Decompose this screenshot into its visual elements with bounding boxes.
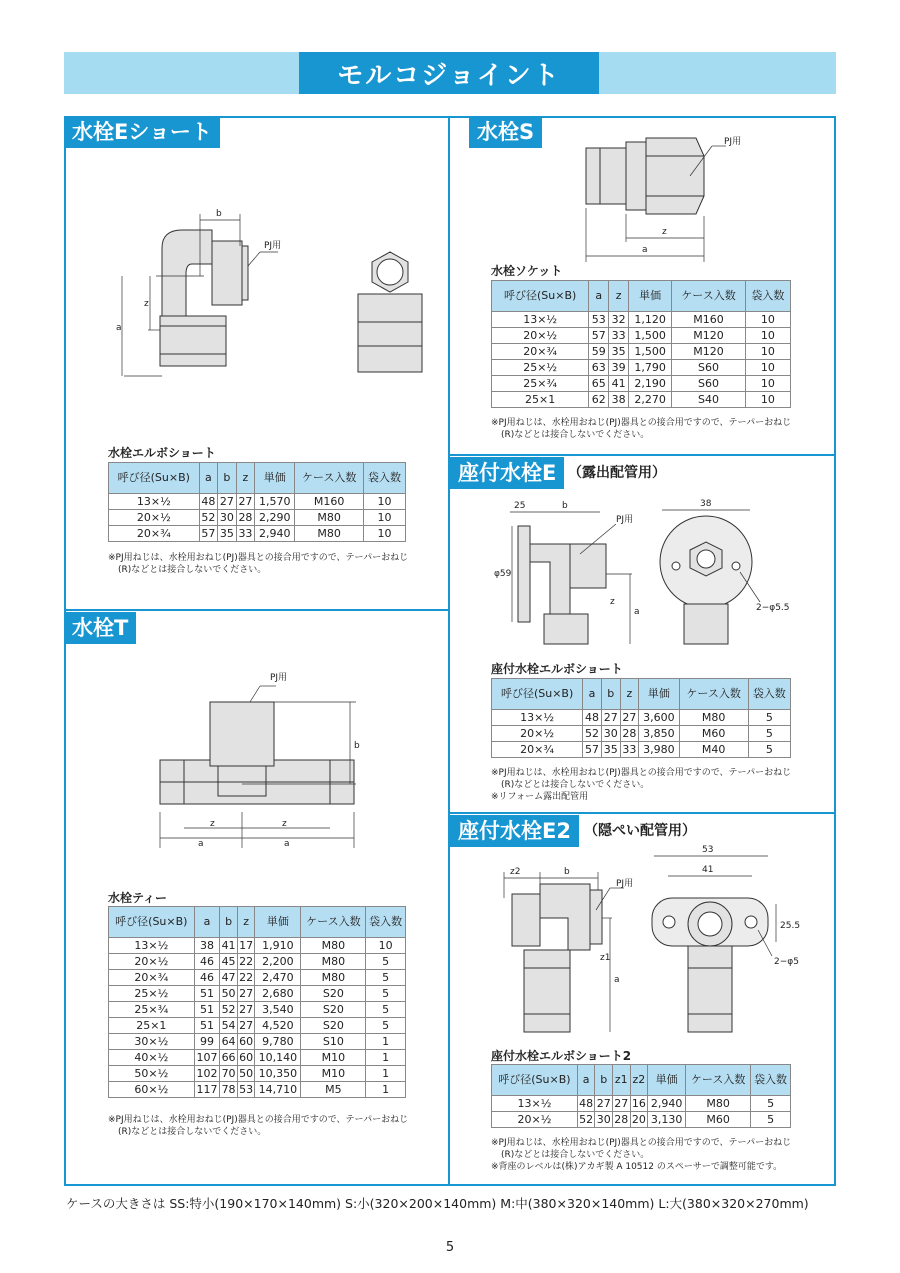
t-dim-z-right: z [282,819,287,829]
table-row [492,710,791,726]
table-cell: 60 [239,1051,254,1064]
table-cell: 51 [194,1002,220,1018]
ze2-dim-53: 53 [702,845,714,855]
table-cell: M120 [672,344,746,360]
t-table [108,906,406,1098]
t-dim-z-left: z [210,819,215,829]
ze-subtitle: （露出配管用） [568,465,666,481]
column-header: z2 [630,1065,648,1096]
table-cell: 52 [199,510,218,526]
e-short-dim-b: b [216,209,222,219]
table-cell: 1,500 [629,344,672,360]
column-header: 袋入数 [363,463,405,494]
column-header: ケース入数 [686,1065,751,1096]
section-title-ze2: 座付水栓E2 [450,815,579,847]
column-header: 袋入数 [751,1065,791,1096]
table-cell: 13×½ [492,710,583,726]
ze2-dim-b: b [564,867,570,877]
table-cell: 60 [239,1035,254,1048]
table-row [492,360,791,376]
table-cell: 3,540 [255,1002,301,1018]
column-header: 単価 [639,679,679,710]
ze-dim-z: z [610,597,615,607]
table-cell: 54 [221,1019,236,1032]
column-header: b [220,907,238,938]
column-header: 呼び径(Su×B) [492,679,583,710]
table-cell: 10 [363,510,405,526]
table-cell: M60 [679,726,748,742]
ze2-holes-label: 2−φ5 [774,957,799,967]
table-cell: 46 [194,970,220,986]
table-cell: 33 [620,742,639,758]
table-cell: 30 [596,1113,611,1126]
table-cell: 5 [366,1002,406,1018]
table-cell: 5 [366,954,406,970]
table-cell: 1,790 [629,360,672,376]
table-cell: 2,680 [255,986,301,1002]
table-row [109,510,406,526]
column-header: a [589,281,609,312]
table-cell: 25×¾ [492,376,589,392]
table-cell: 46 [194,954,220,970]
table-cell: 53 [239,1083,254,1096]
table-row [109,1082,406,1098]
table-cell: M80 [301,954,366,970]
s-table [491,280,791,408]
ze2-table-caption: 座付水栓エルボショート2 [491,1049,632,1063]
column-header: 袋入数 [748,679,790,710]
ze-notes: ※PJ用ねじは、水栓用おねじ(PJ)器具との接合用ですので、テーパーおねじ (R)などとは接合しないでください。 ※リフォーム露出配管用 [491,768,792,802]
table-row [492,328,791,344]
page-number: 5 [445,1240,455,1255]
table-cell: 51 [194,1018,220,1034]
table-cell: 50×½ [109,1066,195,1082]
e-short-dim-a: a [116,323,122,333]
table-cell: M80 [295,526,364,542]
table-cell: 2,270 [629,392,672,408]
table-cell: 5 [748,726,790,742]
t-notes: ※PJ用ねじは、水栓用おねじ(PJ)器具との接合用ですので、テーパーおねじ (R)などとは接合しないでください。 [108,1115,409,1137]
table-cell: 10 [745,328,790,344]
ze-holes-label: 2−φ5.5 [756,603,790,613]
table-cell: 10 [745,312,790,328]
table-cell: 10 [745,376,790,392]
table-row [109,954,406,970]
table-cell: 13×½ [492,1096,578,1112]
table-cell: 39 [609,360,629,376]
t-dim-b: b [354,741,360,751]
ze-dim-phi59: φ59 [494,569,512,579]
column-header: 呼び径(Su×B) [492,281,589,312]
table-cell: 16 [631,1097,646,1110]
table-cell: 2,190 [629,376,672,392]
table-cell: 27 [218,494,237,510]
table-cell: 35 [609,344,629,360]
column-header: 呼び径(Su×B) [109,907,195,938]
table-cell: 20×½ [492,328,589,344]
table-cell: 65 [589,376,609,392]
table-cell: 3,850 [639,726,679,742]
column-header: z [236,463,255,494]
table-row [492,726,791,742]
table-cell: M80 [295,510,364,526]
table-row [109,1066,406,1082]
table-cell: 59 [589,344,609,360]
table-cell: 13×½ [109,938,195,954]
table-cell: 2,940 [648,1096,686,1112]
table-cell: 20×½ [109,954,195,970]
table-cell: 5 [748,742,790,758]
column-header: 呼び径(Su×B) [109,463,200,494]
table-cell: 13×½ [109,494,200,510]
drawing-ze2 [450,838,836,1048]
table-cell: 1,570 [255,494,295,510]
table-row [109,986,406,1002]
ze2-dim-a: a [614,975,620,985]
table-cell: 30 [218,510,237,526]
table-cell: 25×1 [109,1018,195,1034]
column-header: b [218,463,237,494]
table-cell: 20×¾ [109,970,195,986]
table-cell: 33 [609,328,629,344]
ze2-dim-z1: z1 [600,953,611,963]
table-cell: 48 [579,1097,594,1110]
section-title-t: 水栓T [64,612,136,644]
s-dim-z: z [662,227,667,237]
table-row [492,742,791,758]
table-cell: M10 [301,1066,366,1082]
drawing-e-short [64,116,450,446]
column-header: ケース入数 [672,281,746,312]
table-cell: 30×½ [109,1034,195,1050]
table-cell: 48 [199,494,218,510]
table-row [109,938,406,954]
table-cell: 25×¾ [109,1002,195,1018]
page-title: モルコジョイント [299,52,599,94]
drawing-ze [450,454,836,664]
table-cell: 52 [579,1113,594,1126]
table-cell: 27 [601,710,620,726]
table-cell: 53 [589,312,609,328]
table-cell: 48 [583,710,602,726]
table-cell: 32 [609,312,629,328]
table-cell: S60 [672,360,746,376]
ze2-table [491,1064,791,1128]
ze2-subtitle: （隠ぺい配管用） [584,823,696,839]
ze2-dim-41: 41 [702,865,714,875]
table-cell: M80 [301,938,366,954]
table-cell: 60×½ [109,1082,195,1098]
ze-dim-38: 38 [700,499,712,509]
table-cell: 63 [589,360,609,376]
table-cell: 47 [221,971,236,984]
column-header: 単価 [255,463,295,494]
section-title-e-short: 水栓Eショート [64,116,220,148]
table-cell: M120 [672,328,746,344]
column-header: z [237,907,255,938]
table-cell: 3,980 [639,742,679,758]
column-header: a [583,679,602,710]
table-cell: 10 [366,938,406,954]
table-cell: 25×½ [492,360,589,376]
table-cell: 5 [366,986,406,1002]
table-cell: 2,290 [255,510,295,526]
column-header: ケース入数 [301,907,366,938]
table-cell: 2,470 [255,970,301,986]
table-cell: 28 [236,510,255,526]
table-cell: 1 [366,1066,406,1082]
e-short-pj-label: PJ用 [264,241,282,251]
table-row [109,1002,406,1018]
table-cell: 13×½ [492,312,589,328]
table-cell: 20×½ [492,726,583,742]
ze2-dim-z2: z2 [510,867,521,877]
table-cell: S20 [301,1018,366,1034]
table-cell: 25×½ [109,986,195,1002]
table-cell: 22 [239,971,254,984]
column-header: 単価 [648,1065,686,1096]
case-size-footnote: ケースの大きさは SS:特小(190×170×140mm) S:小(320×200×140mm) M:中(380×320×140mm) L:大(380×320×270mm) [66,1196,809,1211]
table-cell: 28 [620,726,639,742]
table-cell: 27 [239,1003,254,1016]
table-cell: M160 [295,494,364,510]
table-cell: 41 [221,939,236,952]
table-cell: 64 [221,1035,236,1048]
table-cell: 10 [745,344,790,360]
table-cell: 27 [239,1019,254,1032]
table-cell: 27 [614,1097,629,1110]
column-header: z [609,281,629,312]
table-row [492,344,791,360]
table-cell: 35 [218,526,237,542]
ze2-pj-label: PJ用 [616,879,634,889]
table-row [109,1034,406,1050]
column-header: ケース入数 [679,679,748,710]
table-cell: 51 [194,986,220,1002]
table-cell: 14,710 [255,1082,301,1098]
table-row [109,1050,406,1066]
column-header: 呼び径(Su×B) [492,1065,578,1096]
ze-dim-b: b [562,501,568,511]
column-header: a [199,463,218,494]
table-cell: 50 [221,987,236,1000]
s-dim-a: a [642,245,648,255]
ze-dim-a: a [634,607,640,617]
table-cell: 10 [745,360,790,376]
table-cell: M80 [686,1096,751,1112]
table-cell: 78 [221,1083,236,1096]
table-cell: 10 [363,494,405,510]
table-row [109,526,406,542]
ze-table-caption: 座付水栓エルボショート [491,662,623,676]
table-cell: M5 [301,1082,366,1098]
table-cell: 5 [751,1096,791,1112]
table-cell: S10 [301,1034,366,1050]
table-cell: 10 [363,526,405,542]
drawing-t [64,612,450,872]
table-cell: M80 [301,970,366,986]
t-table-caption: 水栓ティー [108,891,168,905]
column-header: 袋入数 [745,281,790,312]
section-title-s: 水栓S [469,116,542,148]
column-header: z [620,679,639,710]
table-row [109,494,406,510]
section-divider-left [64,609,450,611]
table-cell: S20 [301,986,366,1002]
table-cell: 117 [194,1082,220,1098]
table-cell: 35 [601,742,620,758]
column-header: z1 [612,1065,630,1096]
column-header: 単価 [255,907,301,938]
table-cell: 1 [366,1082,406,1098]
table-cell: 20×¾ [492,344,589,360]
table-cell: 20×¾ [492,742,583,758]
table-row [492,1112,791,1128]
e-short-table [108,462,406,542]
table-cell: 70 [221,1067,236,1080]
table-cell: 5 [751,1112,791,1128]
table-cell: 66 [221,1051,236,1064]
table-cell: 40×½ [109,1050,195,1066]
column-header: a [194,907,220,938]
table-cell: 20×½ [109,510,200,526]
t-dim-a-left: a [198,839,204,849]
table-cell: 57 [199,526,218,542]
table-cell: 50 [239,1067,254,1080]
table-cell: 1,500 [629,328,672,344]
table-cell: S40 [672,392,746,408]
table-row [109,1018,406,1034]
table-cell: S60 [672,376,746,392]
column-header: a [577,1065,595,1096]
table-cell: 38 [194,938,220,954]
table-cell: 57 [583,742,602,758]
ze-table [491,678,791,758]
table-cell: 22 [239,955,254,968]
e-short-table-caption: 水栓エルボショート [108,446,216,460]
table-row [492,376,791,392]
table-cell: 1 [366,1034,406,1050]
table-cell: 27 [620,710,639,726]
section-title-ze: 座付水栓E [450,457,564,489]
table-cell: 41 [609,376,629,392]
table-cell: 30 [601,726,620,742]
table-cell: 10 [745,392,790,408]
ze2-dim-25-5: 25.5 [780,921,801,931]
table-cell: 38 [609,392,629,408]
table-cell: 27 [236,494,255,510]
t-dim-a-right: a [284,839,290,849]
t-pj-label: PJ用 [270,673,288,683]
ze2-notes: ※PJ用ねじは、水栓用おねじ(PJ)器具との接合用ですので、テーパーおねじ (R)などとは接合しないでください。 ※背座のレベルは(株)アカギ製 A 10512 のスペーサーで調整可能です。 [491,1138,792,1172]
table-cell: 1 [366,1050,406,1066]
table-cell: 3,130 [648,1112,686,1128]
table-cell: M10 [301,1050,366,1066]
table-row [492,1096,791,1112]
table-cell: 62 [589,392,609,408]
table-cell: 20 [631,1113,646,1126]
drawing-s [450,116,836,266]
column-header: b [595,1065,613,1096]
table-cell: 20×½ [492,1112,578,1128]
table-cell: 25×1 [492,392,589,408]
s-table-caption: 水栓ソケット [491,264,563,278]
table-row [492,392,791,408]
table-cell: 27 [239,987,254,1000]
table-cell: 5 [748,710,790,726]
table-cell: M60 [686,1112,751,1128]
ze-dim-25: 25 [514,501,526,511]
table-cell: 5 [366,970,406,986]
table-row [492,312,791,328]
table-cell: 99 [194,1034,220,1050]
column-header: 袋入数 [366,907,406,938]
e-short-notes: ※PJ用ねじは、水栓用おねじ(PJ)器具との接合用ですので、テーパーおねじ (R)などとは接合しないでください。 [108,553,409,575]
table-cell: 17 [239,939,254,952]
table-row [109,970,406,986]
ze-pj-label: PJ用 [616,515,634,525]
table-cell: 5 [366,1018,406,1034]
table-cell: M80 [679,710,748,726]
table-cell: 52 [583,726,602,742]
table-cell: 28 [614,1113,629,1126]
table-cell: 9,780 [255,1034,301,1050]
table-cell: 3,600 [639,710,679,726]
table-cell: 1,910 [255,938,301,954]
table-cell: 107 [194,1050,220,1066]
column-header: ケース入数 [295,463,364,494]
table-cell: 10,140 [255,1050,301,1066]
section-divider-right-2 [448,812,836,814]
table-cell: 45 [221,955,236,968]
table-cell: S20 [301,1002,366,1018]
column-header: 単価 [629,281,672,312]
column-header: b [601,679,620,710]
table-cell: M40 [679,742,748,758]
table-cell: M160 [672,312,746,328]
table-cell: 33 [236,526,255,542]
table-cell: 4,520 [255,1018,301,1034]
table-cell: 20×¾ [109,526,200,542]
table-cell: 2,200 [255,954,301,970]
table-cell: 10,350 [255,1066,301,1082]
table-cell: 1,120 [629,312,672,328]
s-pj-label: PJ用 [724,137,742,147]
table-cell: 2,940 [255,526,295,542]
table-cell: 27 [596,1097,611,1110]
e-short-dim-z: z [144,299,149,309]
table-cell: 57 [589,328,609,344]
table-cell: 52 [221,1003,236,1016]
s-notes: ※PJ用ねじは、水栓用おねじ(PJ)器具との接合用ですので、テーパーおねじ (R)などとは接合しないでください。 [491,418,792,440]
table-cell: 102 [194,1066,220,1082]
